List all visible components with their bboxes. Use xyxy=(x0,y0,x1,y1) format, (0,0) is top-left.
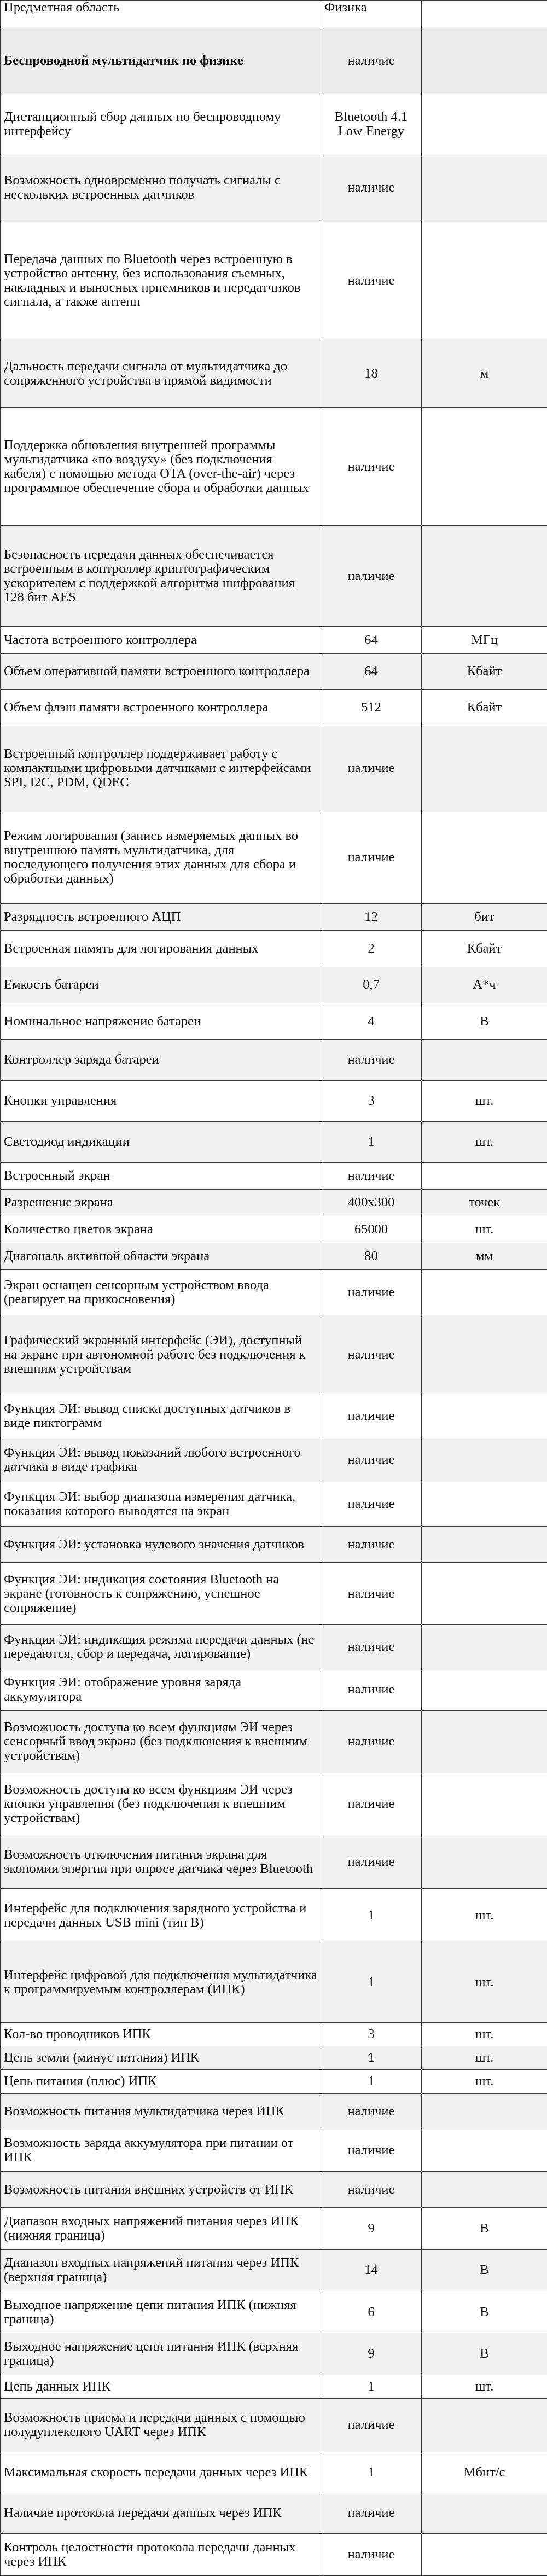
spec-row xyxy=(1,1710,547,1773)
spec-unit-cell: В xyxy=(422,2249,547,2291)
spec-value-cell: наличие xyxy=(321,1315,422,1394)
spec-name-cell: Графический экранный интерфейс (ЭИ), доступный на экране при автономной работе без подключения к внешним устройствам xyxy=(1,1315,321,1394)
spec-row xyxy=(1,2333,547,2375)
spec-value-cell: наличие xyxy=(321,1438,422,1482)
spec-name-cell: Разрешение экрана xyxy=(1,1189,321,1216)
spec-value-cell: наличие xyxy=(321,811,422,904)
spec-unit-cell: А*ч xyxy=(422,967,547,1003)
spec-unit-cell xyxy=(422,1624,547,1669)
spec-value-cell: 1 xyxy=(321,1889,422,1942)
spec-value-cell: наличие xyxy=(321,408,422,526)
spec-value-cell: 14 xyxy=(321,2249,422,2291)
spec-row xyxy=(1,2046,547,2070)
spec-unit-cell: шт. xyxy=(422,2070,547,2093)
spec-name-cell: Разрядность встроенного АЦП xyxy=(1,904,321,931)
spec-unit-cell: Мбит/с xyxy=(422,2452,547,2493)
spec-name-cell: Выходное напряжение цепи питания ИПК (верхняя граница) xyxy=(1,2333,321,2375)
spec-unit-cell xyxy=(422,1710,547,1773)
spec-unit-cell xyxy=(422,2172,547,2208)
spec-unit-cell: м xyxy=(422,340,547,408)
spec-name-cell: Диапазон входных напряжений питания через ИПК (верхняя граница) xyxy=(1,2249,321,2291)
spec-value-cell: 18 xyxy=(321,340,422,408)
spec-row xyxy=(1,2493,547,2534)
spec-row xyxy=(1,2208,547,2249)
spec-value-cell: наличие xyxy=(321,222,422,340)
spec-value-cell: 1 xyxy=(321,2375,422,2398)
spec-value-cell: наличие xyxy=(321,1563,422,1625)
spec-row xyxy=(1,1315,547,1394)
spec-name-cell: Встроенная память для логирования данных xyxy=(1,931,321,967)
spec-unit-cell: точек xyxy=(422,1189,547,1216)
spec-unit-cell xyxy=(422,1526,547,1562)
spec-name-cell: Передача данных по Bluetooth через встроенную в устройство антенну, без использования съемных, накладных и выносных приемников и передатчиков сигнала, а также антенн xyxy=(1,222,321,340)
spec-name-cell: Поддержка обновления внутренней программы мультидатчика «по воздуху» (без подключения кабеля) с помощью метода OTA (over-the-air) через программное обеспечение сбора и обработки данных xyxy=(1,408,321,526)
spec-row xyxy=(1,2375,547,2398)
spec-row xyxy=(1,626,547,653)
spec-unit-cell xyxy=(422,1773,547,1835)
spec-value-cell: 3 xyxy=(321,2022,422,2046)
spec-row xyxy=(1,1003,547,1039)
spec-unit-cell: шт. xyxy=(422,1942,547,2023)
spec-name-cell: Возможность доступа ко всем функциям ЭИ через кнопки управления (без подключения к внешним устройствам) xyxy=(1,1773,321,1835)
spec-name-cell: Интерфейс цифровой для подключения мультидатчика к программируемым контроллерам (ИПК) xyxy=(1,1942,321,2023)
spec-unit-cell: мм xyxy=(422,1243,547,1269)
spec-value-cell: 12 xyxy=(321,904,422,931)
spec-row xyxy=(1,2452,547,2493)
spec-unit-cell xyxy=(422,2534,547,2576)
spec-row xyxy=(1,1189,547,1216)
spec-value-cell: 1 xyxy=(321,2070,422,2093)
spec-unit-cell xyxy=(422,27,547,94)
spec-row xyxy=(1,1081,547,1122)
spec-value-cell: наличие xyxy=(321,726,422,811)
spec-value-cell: наличие xyxy=(321,1269,422,1315)
spec-value-cell: 0,7 xyxy=(321,967,422,1003)
spec-row xyxy=(1,2093,547,2130)
spec-name-cell: Выходное напряжение цепи питания ИПК (нижняя граница) xyxy=(1,2291,321,2333)
spec-name-cell: Кол-во проводников ИПК xyxy=(1,2022,321,2046)
spec-row xyxy=(1,2172,547,2208)
spec-row xyxy=(1,1669,547,1710)
spec-name-cell: Экран оснащен сенсорным устройством ввода (реагирует на прикосновения) xyxy=(1,1269,321,1315)
spec-value-cell: 512 xyxy=(321,689,422,726)
spec-unit-cell xyxy=(422,1040,547,1081)
spec-row xyxy=(1,1526,547,1562)
spec-value-cell: 4 xyxy=(321,1003,422,1039)
spec-unit-cell: бит xyxy=(422,904,547,931)
spec-name-cell: Режим логирования (запись измеряемых данных во внутреннюю память мультидатчика, для последующего получения этих данных для сбора и обработки данных) xyxy=(1,811,321,904)
spec-value-cell: Bluetooth 4.1 Low Energy xyxy=(321,94,422,154)
spec-row xyxy=(1,1482,547,1527)
spec-unit-cell xyxy=(422,408,547,526)
spec-value-cell: наличие xyxy=(321,154,422,222)
spec-row xyxy=(1,2398,547,2452)
spec-row xyxy=(1,931,547,967)
spec-name-cell: Максимальная скорость передачи данных через ИПК xyxy=(1,2452,321,2493)
spec-name-cell: Объем флэш памяти встроенного контроллера xyxy=(1,689,321,726)
spec-unit-cell xyxy=(422,94,547,154)
spec-row xyxy=(1,689,547,726)
spec-unit-cell: шт. xyxy=(422,1216,547,1243)
spec-name-cell: Функция ЭИ: индикация режима передачи данных (не передаются, сбор и передача, логирование) xyxy=(1,1624,321,1669)
spec-row xyxy=(1,1942,547,2023)
spec-name-cell: Функция ЭИ: выбор диапазона измерения датчика, показания которого выводятся на экран xyxy=(1,1482,321,1527)
spec-value-cell: наличие xyxy=(321,2172,422,2208)
spec-name-cell: Объем оперативной памяти встроенного контроллера xyxy=(1,653,321,689)
spec-unit-cell: шт. xyxy=(422,1081,547,1122)
spec-unit-cell xyxy=(422,1438,547,1482)
spec-value-cell: 3 xyxy=(321,1081,422,1122)
spec-row xyxy=(1,408,547,526)
spec-unit-cell xyxy=(422,1394,547,1438)
spec-row xyxy=(1,2249,547,2291)
spec-row xyxy=(1,1835,547,1889)
spec-name-cell: Возможность одновременно получать сигналы с нескольких встроенных датчиков xyxy=(1,154,321,222)
spec-unit-cell xyxy=(422,2130,547,2171)
spec-name-cell: Частота встроенного контроллера xyxy=(1,626,321,653)
spec-unit-cell xyxy=(422,222,547,340)
spec-value-cell: наличие xyxy=(321,1773,422,1835)
spec-unit-cell: Кбайт xyxy=(422,689,547,726)
spec-value-cell: 1 xyxy=(321,1942,422,2023)
spec-unit-cell: шт. xyxy=(422,2046,547,2070)
spec-name-cell: Цепь земли (минус питания) ИПК xyxy=(1,2046,321,2070)
header-row xyxy=(1,1,547,27)
spec-name-cell: Контроллер заряда батареи xyxy=(1,1040,321,1081)
spec-value-cell: наличие xyxy=(321,1835,422,1889)
spec-unit-cell xyxy=(422,1482,547,1527)
spec-row xyxy=(1,1162,547,1189)
spec-row xyxy=(1,526,547,626)
spec-name-cell: Диапазон входных напряжений питания через ИПК (нижняя граница) xyxy=(1,2208,321,2249)
spec-unit-cell: шт. xyxy=(422,1889,547,1942)
subject-value-cell: Физика xyxy=(321,1,422,27)
spec-value-cell: 9 xyxy=(321,2333,422,2375)
spec-unit-cell xyxy=(422,1669,547,1710)
spec-name-cell: Цепь данных ИПК xyxy=(1,2375,321,2398)
spec-unit-cell xyxy=(422,154,547,222)
spec-row xyxy=(1,1438,547,1482)
spec-unit-cell: В xyxy=(422,2208,547,2249)
spec-name-cell: Количество цветов экрана xyxy=(1,1216,321,1243)
spec-unit-cell: Кбайт xyxy=(422,653,547,689)
spec-row xyxy=(1,94,547,154)
spec-value-cell: наличие xyxy=(321,2093,422,2130)
spec-value-cell: 80 xyxy=(321,1243,422,1269)
spec-unit-cell: В xyxy=(422,2333,547,2375)
spec-row xyxy=(1,154,547,222)
spec-unit-cell xyxy=(422,2493,547,2534)
spec-row xyxy=(1,1773,547,1835)
spec-name-cell: Светодиод индикации xyxy=(1,1121,321,1162)
spec-row xyxy=(1,1040,547,1081)
spec-name-cell: Емкость батареи xyxy=(1,967,321,1003)
spec-value-cell: 6 xyxy=(321,2291,422,2333)
spec-unit-cell xyxy=(422,1162,547,1189)
spec-value-cell: наличие xyxy=(321,1482,422,1527)
spec-name-cell: Наличие протокола передачи данных через ИПК xyxy=(1,2493,321,2534)
spec-name-cell: Функция ЭИ: установка нулевого значения датчиков xyxy=(1,1526,321,1562)
spec-unit-cell xyxy=(422,2093,547,2130)
spec-value-cell: наличие xyxy=(321,526,422,626)
spec-value-cell: 1 xyxy=(321,2452,422,2493)
spec-row xyxy=(1,1216,547,1243)
spec-unit-cell: шт. xyxy=(422,1121,547,1162)
spec-unit-cell xyxy=(422,1563,547,1625)
spec-name-cell: Дистанционный сбор данных по беспроводному интерфейсу xyxy=(1,94,321,154)
spec-name-cell: Функция ЭИ: вывод показаний любого встроенного датчика в виде графика xyxy=(1,1438,321,1482)
spec-row xyxy=(1,340,547,408)
spec-name-cell: Функция ЭИ: вывод списка доступных датчиков в виде пиктограмм xyxy=(1,1394,321,1438)
spec-value-cell: наличие xyxy=(321,1162,422,1189)
spec-name-cell: Возможность приема и передачи данных с помощью полудуплексного UART через ИПК xyxy=(1,2398,321,2452)
spec-unit-cell xyxy=(422,726,547,811)
spec-name-cell: Возможность отключения питания экрана для экономии энергии при опросе датчика через Bluetooth xyxy=(1,1835,321,1889)
spec-value-cell: 65000 xyxy=(321,1216,422,1243)
spec-unit-cell xyxy=(422,2398,547,2452)
spec-row xyxy=(1,1243,547,1269)
spec-name-cell: Безопасность передачи данных обеспечивается встроенным в контроллер криптографическим ускорителем с поддержкой алгоритма шифрования 128 бит AES xyxy=(1,526,321,626)
spec-name-cell: Контроль целостности протокола передачи данных через ИПК xyxy=(1,2534,321,2576)
spec-name-cell: Функция ЭИ: индикация состояния Bluetooth на экране (готовность к сопряжению, успешное сопряжение) xyxy=(1,1563,321,1625)
spec-name-cell: Возможность питания мультидатчика через ИПК xyxy=(1,2093,321,2130)
spec-name-cell: Функция ЭИ: отображение уровня заряда аккумулятора xyxy=(1,1669,321,1710)
spec-name-cell: Цепь питания (плюс) ИПК xyxy=(1,2070,321,2093)
spec-row xyxy=(1,1394,547,1438)
spec-value-cell: наличие xyxy=(321,2398,422,2452)
spec-row xyxy=(1,2130,547,2171)
spec-unit-cell: МГц xyxy=(422,626,547,653)
spec-unit-cell: В xyxy=(422,1003,547,1039)
spec-value-cell: наличие xyxy=(321,1669,422,1710)
spec-row xyxy=(1,2070,547,2093)
spec-row xyxy=(1,811,547,904)
spec-row xyxy=(1,967,547,1003)
spec-value-cell: наличие xyxy=(321,2493,422,2534)
spec-unit-cell xyxy=(422,526,547,626)
spec-value-cell: наличие xyxy=(321,1040,422,1081)
spec-name-cell: Кнопки управления xyxy=(1,1081,321,1122)
spec-row xyxy=(1,2291,547,2333)
spec-row xyxy=(1,2022,547,2046)
spec-unit-cell: шт. xyxy=(422,2375,547,2398)
spec-row xyxy=(1,2534,547,2576)
spec-unit-cell xyxy=(422,1315,547,1394)
spec-row xyxy=(1,1269,547,1315)
spec-name-cell: Возможность питания внешних устройств от ИПК xyxy=(1,2172,321,2208)
spec-row xyxy=(1,1121,547,1162)
spec-value-cell: наличие xyxy=(321,2534,422,2576)
spec-value-cell: 1 xyxy=(321,1121,422,1162)
subject-label-cell: Предметная область xyxy=(1,1,321,27)
spec-row xyxy=(1,726,547,811)
spec-value-cell: наличие xyxy=(321,27,422,94)
spec-unit-cell xyxy=(422,811,547,904)
spec-name-cell: Встроенный контроллер поддерживает работу с компактными цифровыми датчиками с интерфейсами SPI, I2C, PDM, QDEC xyxy=(1,726,321,811)
spec-value-cell: 2 xyxy=(321,931,422,967)
spec-unit-cell: Кбайт xyxy=(422,931,547,967)
spec-unit-cell: В xyxy=(422,2291,547,2333)
spec-value-cell: 64 xyxy=(321,653,422,689)
spec-row xyxy=(1,222,547,340)
spec-name-cell: Беспроводной мультидатчик по физике xyxy=(1,27,321,94)
spec-name-cell: Интерфейс для подключения зарядного устройства и передачи данных USB mini (тип B) xyxy=(1,1889,321,1942)
spec-table-body xyxy=(1,1,547,2576)
spec-name-cell: Встроенный экран xyxy=(1,1162,321,1189)
spec-name-cell: Номинальное напряжение батареи xyxy=(1,1003,321,1039)
spec-value-cell: 400х300 xyxy=(321,1189,422,1216)
spec-value-cell: наличие xyxy=(321,1526,422,1562)
spec-value-cell: наличие xyxy=(321,1394,422,1438)
spec-row xyxy=(1,27,547,94)
spec-value-cell: 1 xyxy=(321,2046,422,2070)
spec-unit-cell: шт. xyxy=(422,2022,547,2046)
spec-name-cell: Дальность передачи сигнала от мультидатчика до сопряженного устройства в прямой видимости xyxy=(1,340,321,408)
spec-value-cell: наличие xyxy=(321,1624,422,1669)
spec-name-cell: Возможность доступа ко всем функциям ЭИ через сенсорный ввод экрана (без подключения к внешним устройствам) xyxy=(1,1710,321,1773)
spec-row xyxy=(1,1889,547,1942)
spec-row xyxy=(1,653,547,689)
header-unit-cell xyxy=(422,1,547,27)
spec-unit-cell xyxy=(422,1835,547,1889)
spec-value-cell: наличие xyxy=(321,1710,422,1773)
spec-value-cell: 9 xyxy=(321,2208,422,2249)
spec-value-cell: 64 xyxy=(321,626,422,653)
spec-row xyxy=(1,1624,547,1669)
spec-name-cell: Диагональ активной области экрана xyxy=(1,1243,321,1269)
spec-value-cell: наличие xyxy=(321,2130,422,2171)
spec-row xyxy=(1,1563,547,1625)
spec-name-cell: Возможность заряда аккумулятора при питании от ИПК xyxy=(1,2130,321,2171)
spec-row xyxy=(1,904,547,931)
spec-unit-cell xyxy=(422,1269,547,1315)
